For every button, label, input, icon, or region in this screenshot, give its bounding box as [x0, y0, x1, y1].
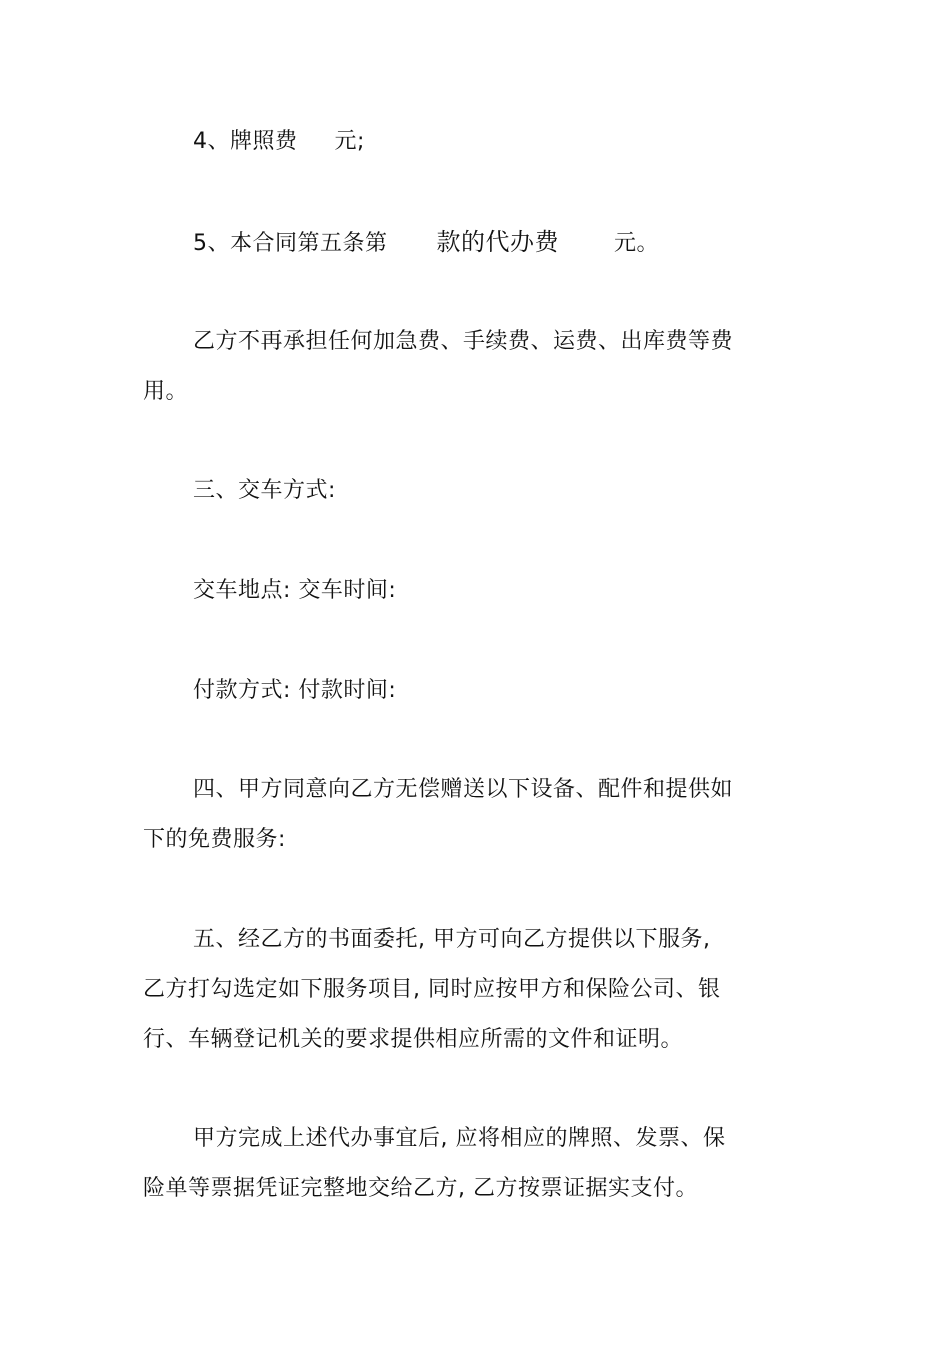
- final-line-2: 险单等票据凭证完整地交给乙方, 乙方按票证据实支付。: [143, 1176, 698, 1201]
- section-4-line-1: 四、甲方同意向乙方无偿赠送以下设备、配件和提供如: [193, 777, 734, 802]
- delivery-line: 交车地点: 交车时间:: [193, 578, 397, 603]
- item-4-license-fee: [193, 127, 365, 157]
- item-5-agency-fee: [193, 227, 659, 259]
- item-5-middle: 款的代办费: [436, 228, 559, 256]
- section-5-line-2: 乙方打勾选定如下服务项目, 同时应按甲方和保险公司、银: [143, 977, 721, 1002]
- note-line-1: 乙方不再承担任何加急费、手续费、运费、出库费等费: [193, 329, 734, 354]
- item-4-unit: 元;: [334, 129, 365, 154]
- section-5-line-3: 行、车辆登记机关的要求提供相应所需的文件和证明。: [143, 1027, 684, 1052]
- item-5-unit: 元。: [614, 231, 660, 256]
- item-5-text: 5、本合同第五条第: [193, 231, 388, 256]
- section-4-line-2: 下的免费服务:: [143, 827, 286, 852]
- item-4-text: 4、牌照费: [193, 129, 298, 154]
- payment-line: 付款方式: 付款时间:: [193, 678, 397, 703]
- section-3-heading: 三、交车方式:: [193, 478, 336, 503]
- section-5-line-1: 五、经乙方的书面委托, 甲方可向乙方提供以下服务,: [193, 927, 711, 952]
- note-line-2: 用。: [143, 379, 189, 404]
- final-line-1: 甲方完成上述代办事宜后, 应将相应的牌照、发票、保: [193, 1126, 726, 1151]
